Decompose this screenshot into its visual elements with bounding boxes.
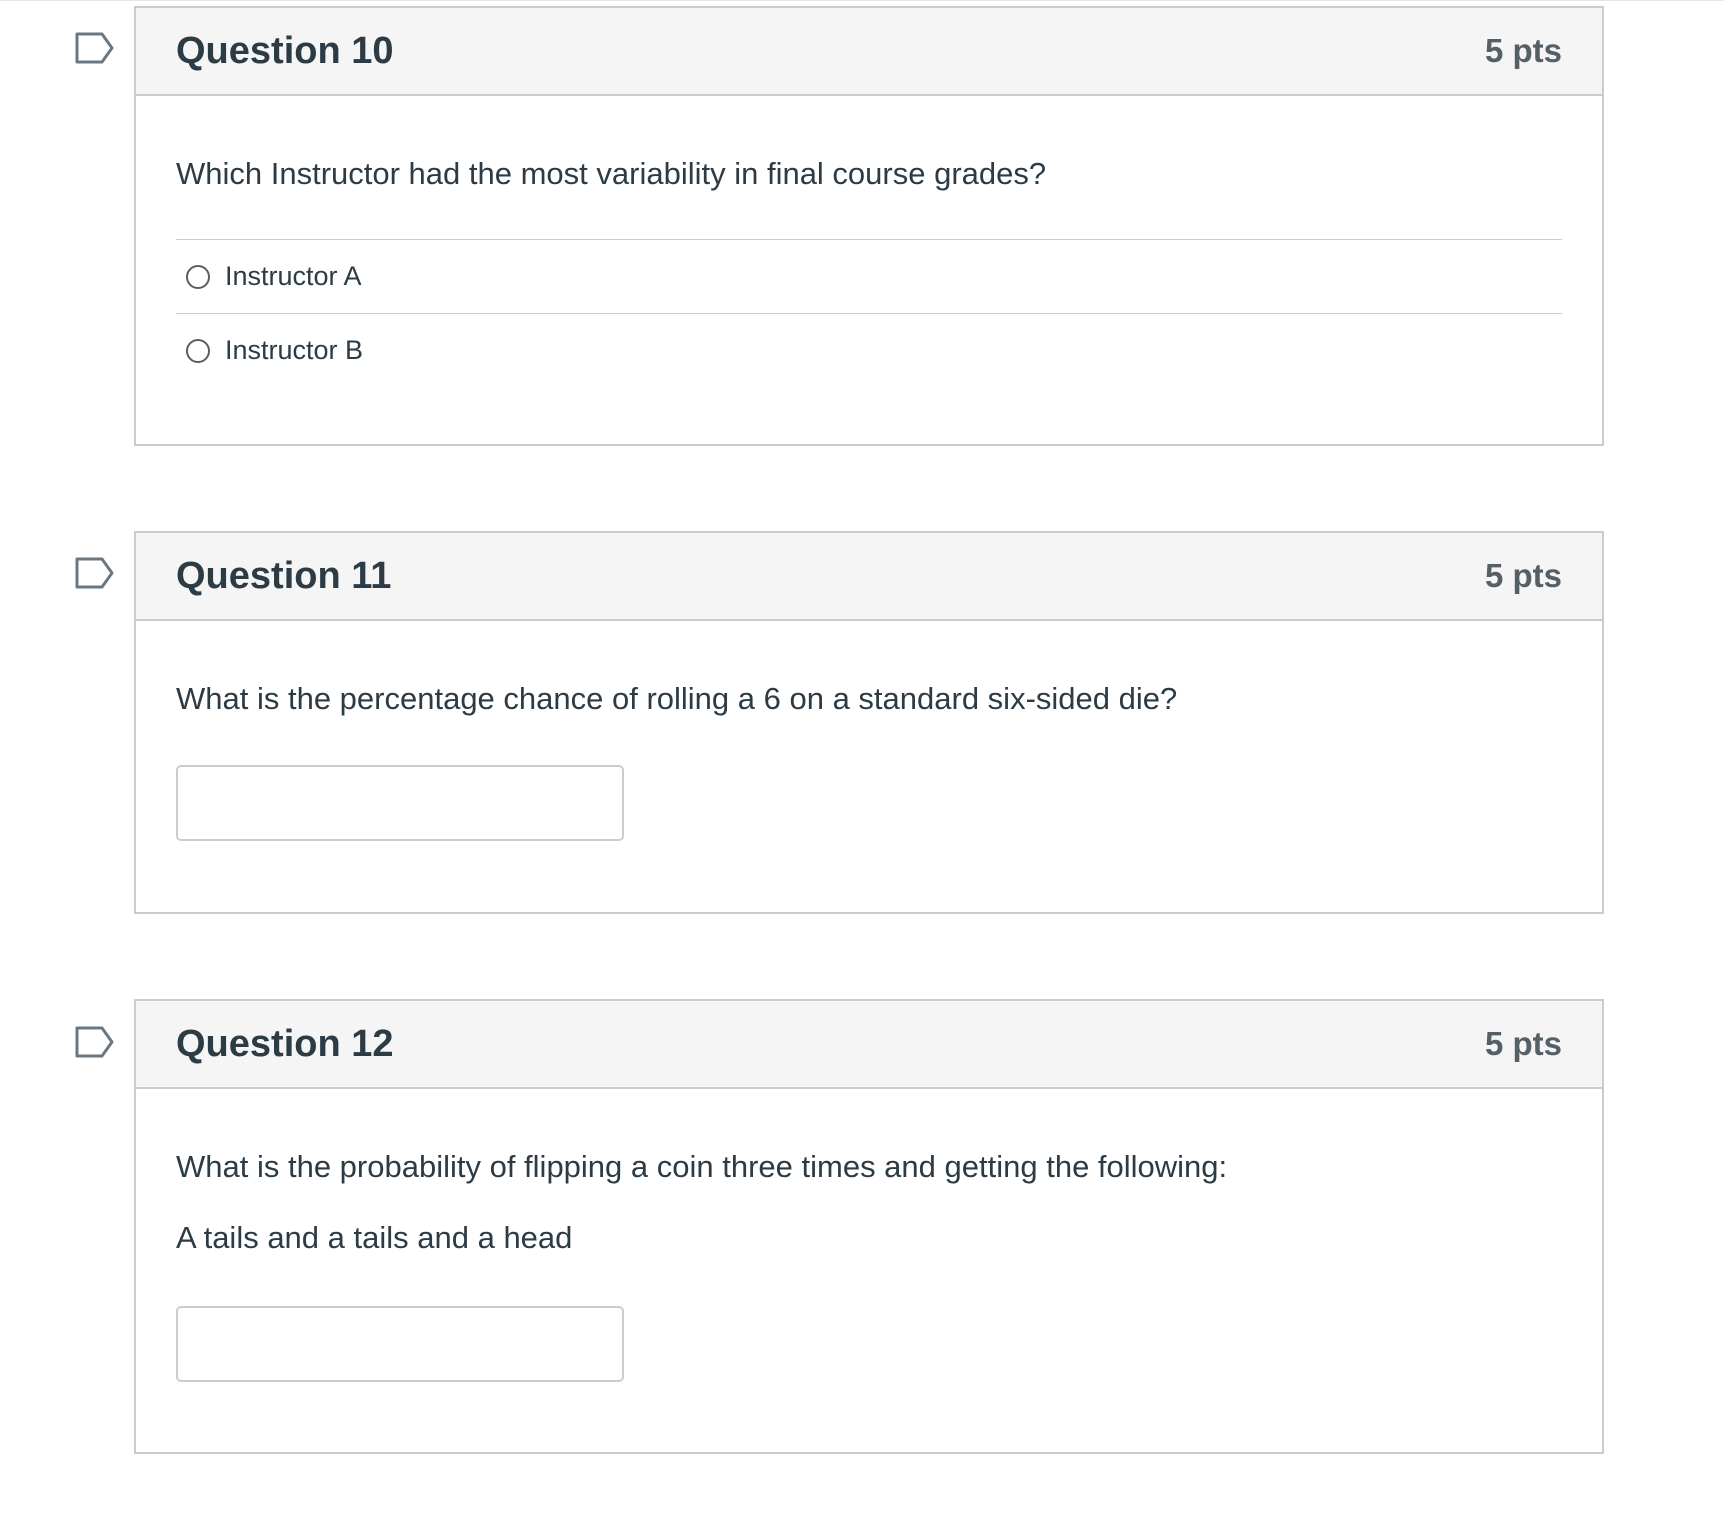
question-11-body (136, 621, 1602, 841)
top-divider (0, 0, 1724, 1)
answer-input[interactable] (176, 765, 624, 841)
question-11-header (136, 533, 1602, 621)
radio-button[interactable] (186, 339, 210, 363)
answer-option-instructor-b[interactable] (176, 313, 1562, 387)
question-prompt: Which Instructor had the most variability in final course grades? (176, 156, 1047, 191)
question-11-card (134, 531, 1604, 914)
question-title: Question 12 (176, 1022, 394, 1065)
question-12-header (136, 1001, 1602, 1089)
answer-option-instructor-a[interactable] (176, 239, 1562, 313)
question-10-card (134, 6, 1604, 446)
question-prompt: What is the probability of flipping a coin three times and getting the following: (176, 1149, 1228, 1184)
question-12-card (134, 999, 1604, 1454)
question-title: Question 11 (176, 554, 392, 597)
question-points: 5 pts (1484, 1025, 1562, 1062)
answer-list (176, 239, 1562, 387)
answer-input[interactable] (176, 1306, 624, 1382)
question-12-body (136, 1089, 1602, 1382)
flag-question-10-icon[interactable] (74, 31, 116, 65)
question-10-body (136, 96, 1602, 387)
answer-label: Instructor A (225, 261, 362, 291)
radio-button[interactable] (186, 265, 210, 289)
flag-question-11-icon[interactable] (74, 556, 116, 590)
question-points: 5 pts (1484, 32, 1562, 69)
question-prompt: What is the percentage chance of rolling a 6 on a standard six-sided die? (176, 681, 1178, 716)
question-prompt-detail: A tails and a tails and a head (176, 1220, 573, 1255)
flag-question-12-icon[interactable] (74, 1025, 116, 1059)
answer-label: Instructor B (225, 335, 364, 365)
question-points: 5 pts (1484, 557, 1562, 594)
question-title: Question 10 (176, 29, 394, 72)
question-10-header (136, 8, 1602, 96)
